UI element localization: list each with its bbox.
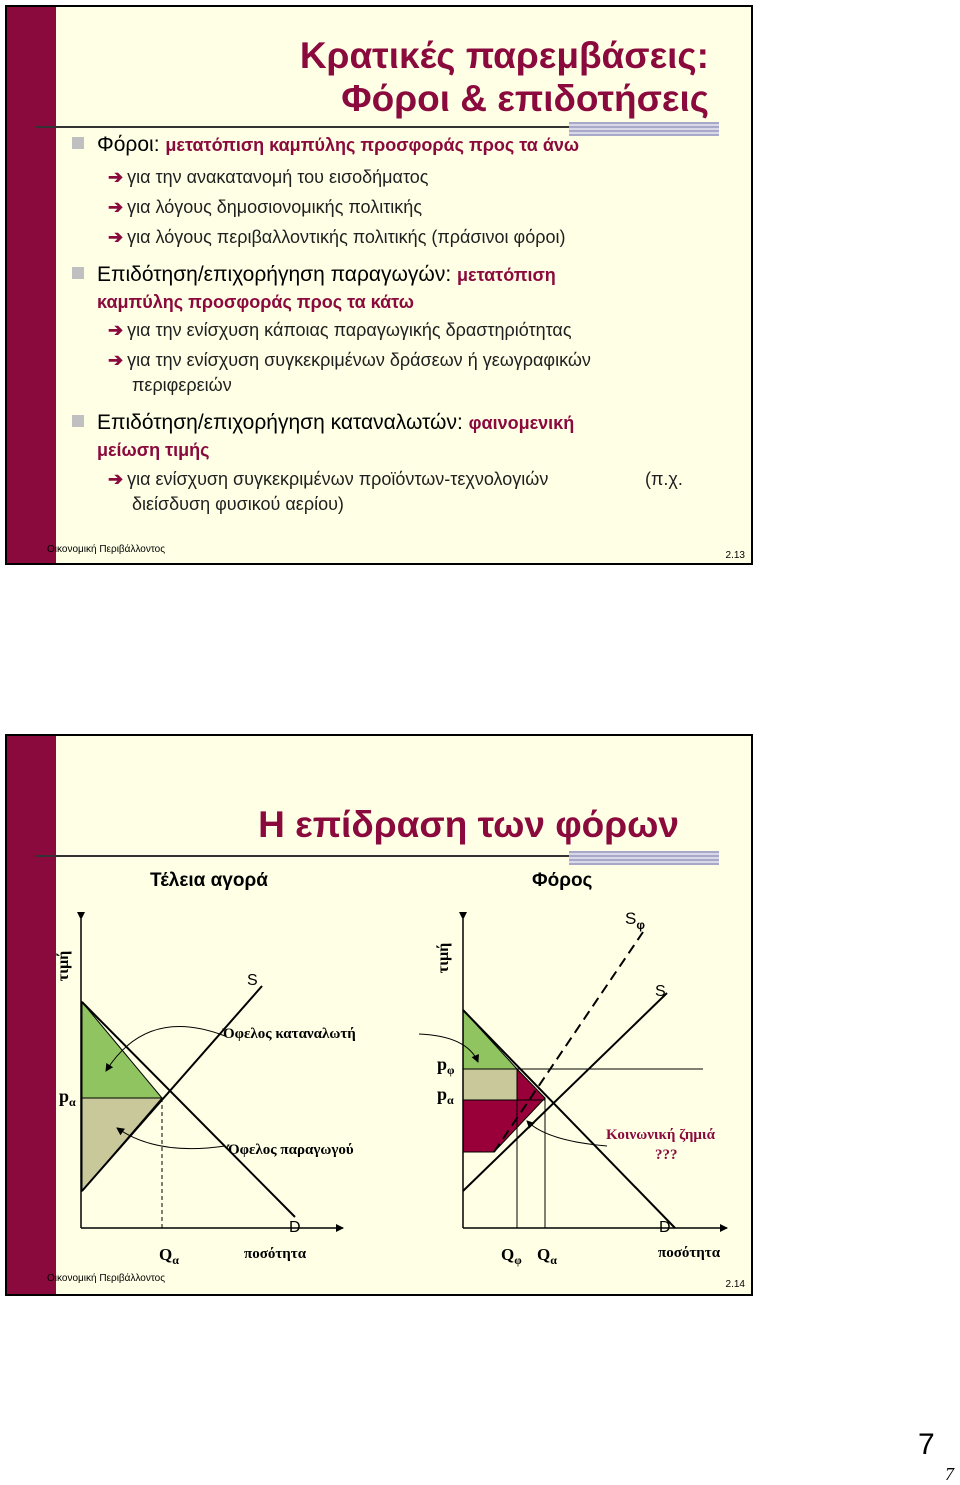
title-rule-accent bbox=[569, 122, 719, 136]
sub-bullet bbox=[108, 167, 428, 188]
square-bullet-icon bbox=[72, 415, 84, 427]
arrow-right-icon: ➔ bbox=[108, 469, 124, 489]
sub-bullet-text: για την ανακατανομή του εισοδήματος bbox=[127, 167, 429, 187]
sub-bullet bbox=[108, 320, 572, 341]
sub-bullet bbox=[108, 469, 708, 490]
bullet-highlight: φαινομενική bbox=[468, 413, 575, 433]
sub-bullet bbox=[108, 227, 565, 248]
arrow-right-icon: ➔ bbox=[108, 227, 124, 247]
right-qty-label: $Q_\alpha$ bbox=[537, 1245, 557, 1267]
producer-benefit-label: Όφελος παραγωγού bbox=[228, 1142, 354, 1158]
arrow-right-icon: ➔ bbox=[108, 320, 124, 340]
taxed-supply-label: $S_\varphi$ bbox=[625, 909, 645, 932]
right-y-axis-label: τιμή bbox=[435, 942, 452, 974]
right-price-label: $p_\alpha$ bbox=[437, 1084, 454, 1107]
square-bullet-icon bbox=[72, 137, 84, 149]
bullet-highlight: μετατόπιση bbox=[457, 265, 556, 285]
left-chart-heading: Τέλεια αγορά bbox=[150, 870, 268, 891]
left-demand-label: D bbox=[289, 1219, 301, 1236]
slide-footer: Οικονομική Περιβάλλοντος bbox=[47, 544, 166, 555]
sub-bullet bbox=[108, 350, 591, 371]
bullet-consumer-subsidy bbox=[72, 411, 574, 435]
bullet-highlight-cont: καμπύλης προσφοράς προς τα κάτω bbox=[97, 292, 414, 312]
document-page-number: 7 bbox=[918, 1428, 935, 1461]
social-loss-label: Κοινωνική ζημιά bbox=[606, 1127, 715, 1143]
arrow-right-icon: ➔ bbox=[108, 197, 124, 217]
left-y-axis-label: τιμή bbox=[55, 950, 72, 982]
left-price-label: $p_\alpha$ bbox=[59, 1086, 76, 1109]
slide-sidebar bbox=[7, 7, 56, 563]
square-bullet-icon bbox=[72, 267, 84, 279]
bullet-highlight-cont: μείωση τιμής bbox=[97, 440, 210, 460]
slide-title-line2: Φόροι & επιδοτήσεις bbox=[341, 78, 709, 119]
bullet-producer-subsidy bbox=[72, 263, 556, 287]
social-loss-question: ??? bbox=[655, 1147, 678, 1163]
sub-bullet bbox=[108, 197, 422, 218]
sub-bullet-text: (π.χ. bbox=[645, 469, 683, 489]
slide-number: 2.14 bbox=[725, 1279, 745, 1290]
sub-bullet-text: για την ενίσχυση κάποιας παραγωγικής δραστηριότητας bbox=[127, 320, 572, 340]
sub-bullet-text: για την ενίσχυση συγκεκριμένων δράσεων ή γεωγραφικών bbox=[127, 350, 591, 370]
sub-bullet-cont: περιφερειών bbox=[132, 375, 232, 395]
tax-effect-diagrams bbox=[7, 736, 751, 1294]
sub-bullet-text: για λόγους δημοσιονομικής πολιτικής bbox=[127, 197, 422, 217]
right-chart-heading: Φόρος bbox=[532, 870, 593, 891]
bullet-label: Επιδότηση/επιχορήγηση παραγωγών: bbox=[97, 263, 452, 286]
left-x-axis-label: ποσότητα bbox=[244, 1246, 307, 1262]
left-qty-label: $Q_\alpha$ bbox=[159, 1245, 179, 1267]
bullet-taxes bbox=[72, 133, 579, 157]
arrow-right-icon: ➔ bbox=[108, 350, 124, 370]
right-demand-label: D bbox=[659, 1219, 671, 1236]
right-supply-label: S bbox=[655, 983, 666, 1000]
arrow-right-icon: ➔ bbox=[108, 167, 124, 187]
slide-title: Η επίδραση των φόρων bbox=[258, 804, 679, 845]
bullet-label: Φόροι: bbox=[97, 133, 160, 156]
bullet-label: Επιδότηση/επιχορήγηση καταναλωτών: bbox=[97, 411, 463, 434]
document-page-number-small: 7 bbox=[945, 1464, 954, 1484]
taxed-qty-label: $Q_\varphi$ bbox=[501, 1245, 522, 1267]
rt-producer-surplus-area bbox=[463, 1069, 517, 1100]
taxed-price-label: $p_\varphi$ bbox=[437, 1054, 455, 1077]
slide-title-line1: Κρατικές παρεμβάσεις: bbox=[299, 35, 709, 76]
consumer-benefit-label: Όφελος καταναλωτή bbox=[223, 1026, 356, 1042]
sub-bullet-text: για λόγους περιβαλλοντικής πολιτικής (πράσινοι φόροι) bbox=[127, 227, 566, 247]
slide-2-13 bbox=[5, 5, 753, 565]
social-loss-arrow bbox=[527, 1121, 607, 1146]
sub-bullet-text: για ενίσχυση συγκεκριμένων προϊόντων-τεχνολογιών bbox=[127, 469, 549, 489]
sub-bullet-cont: διείσδυση φυσικού αερίου) bbox=[132, 494, 344, 514]
left-supply-label: S bbox=[247, 972, 258, 989]
right-x-axis-label: ποσότητα bbox=[658, 1245, 721, 1261]
slide-number: 2.13 bbox=[725, 550, 745, 561]
slide-footer: Οικονομική Περιβάλλοντος bbox=[47, 1273, 166, 1284]
bullet-highlight: μετατόπιση καμπύλης προσφοράς προς τα άνω bbox=[165, 135, 580, 155]
slide-2-14 bbox=[5, 734, 753, 1296]
